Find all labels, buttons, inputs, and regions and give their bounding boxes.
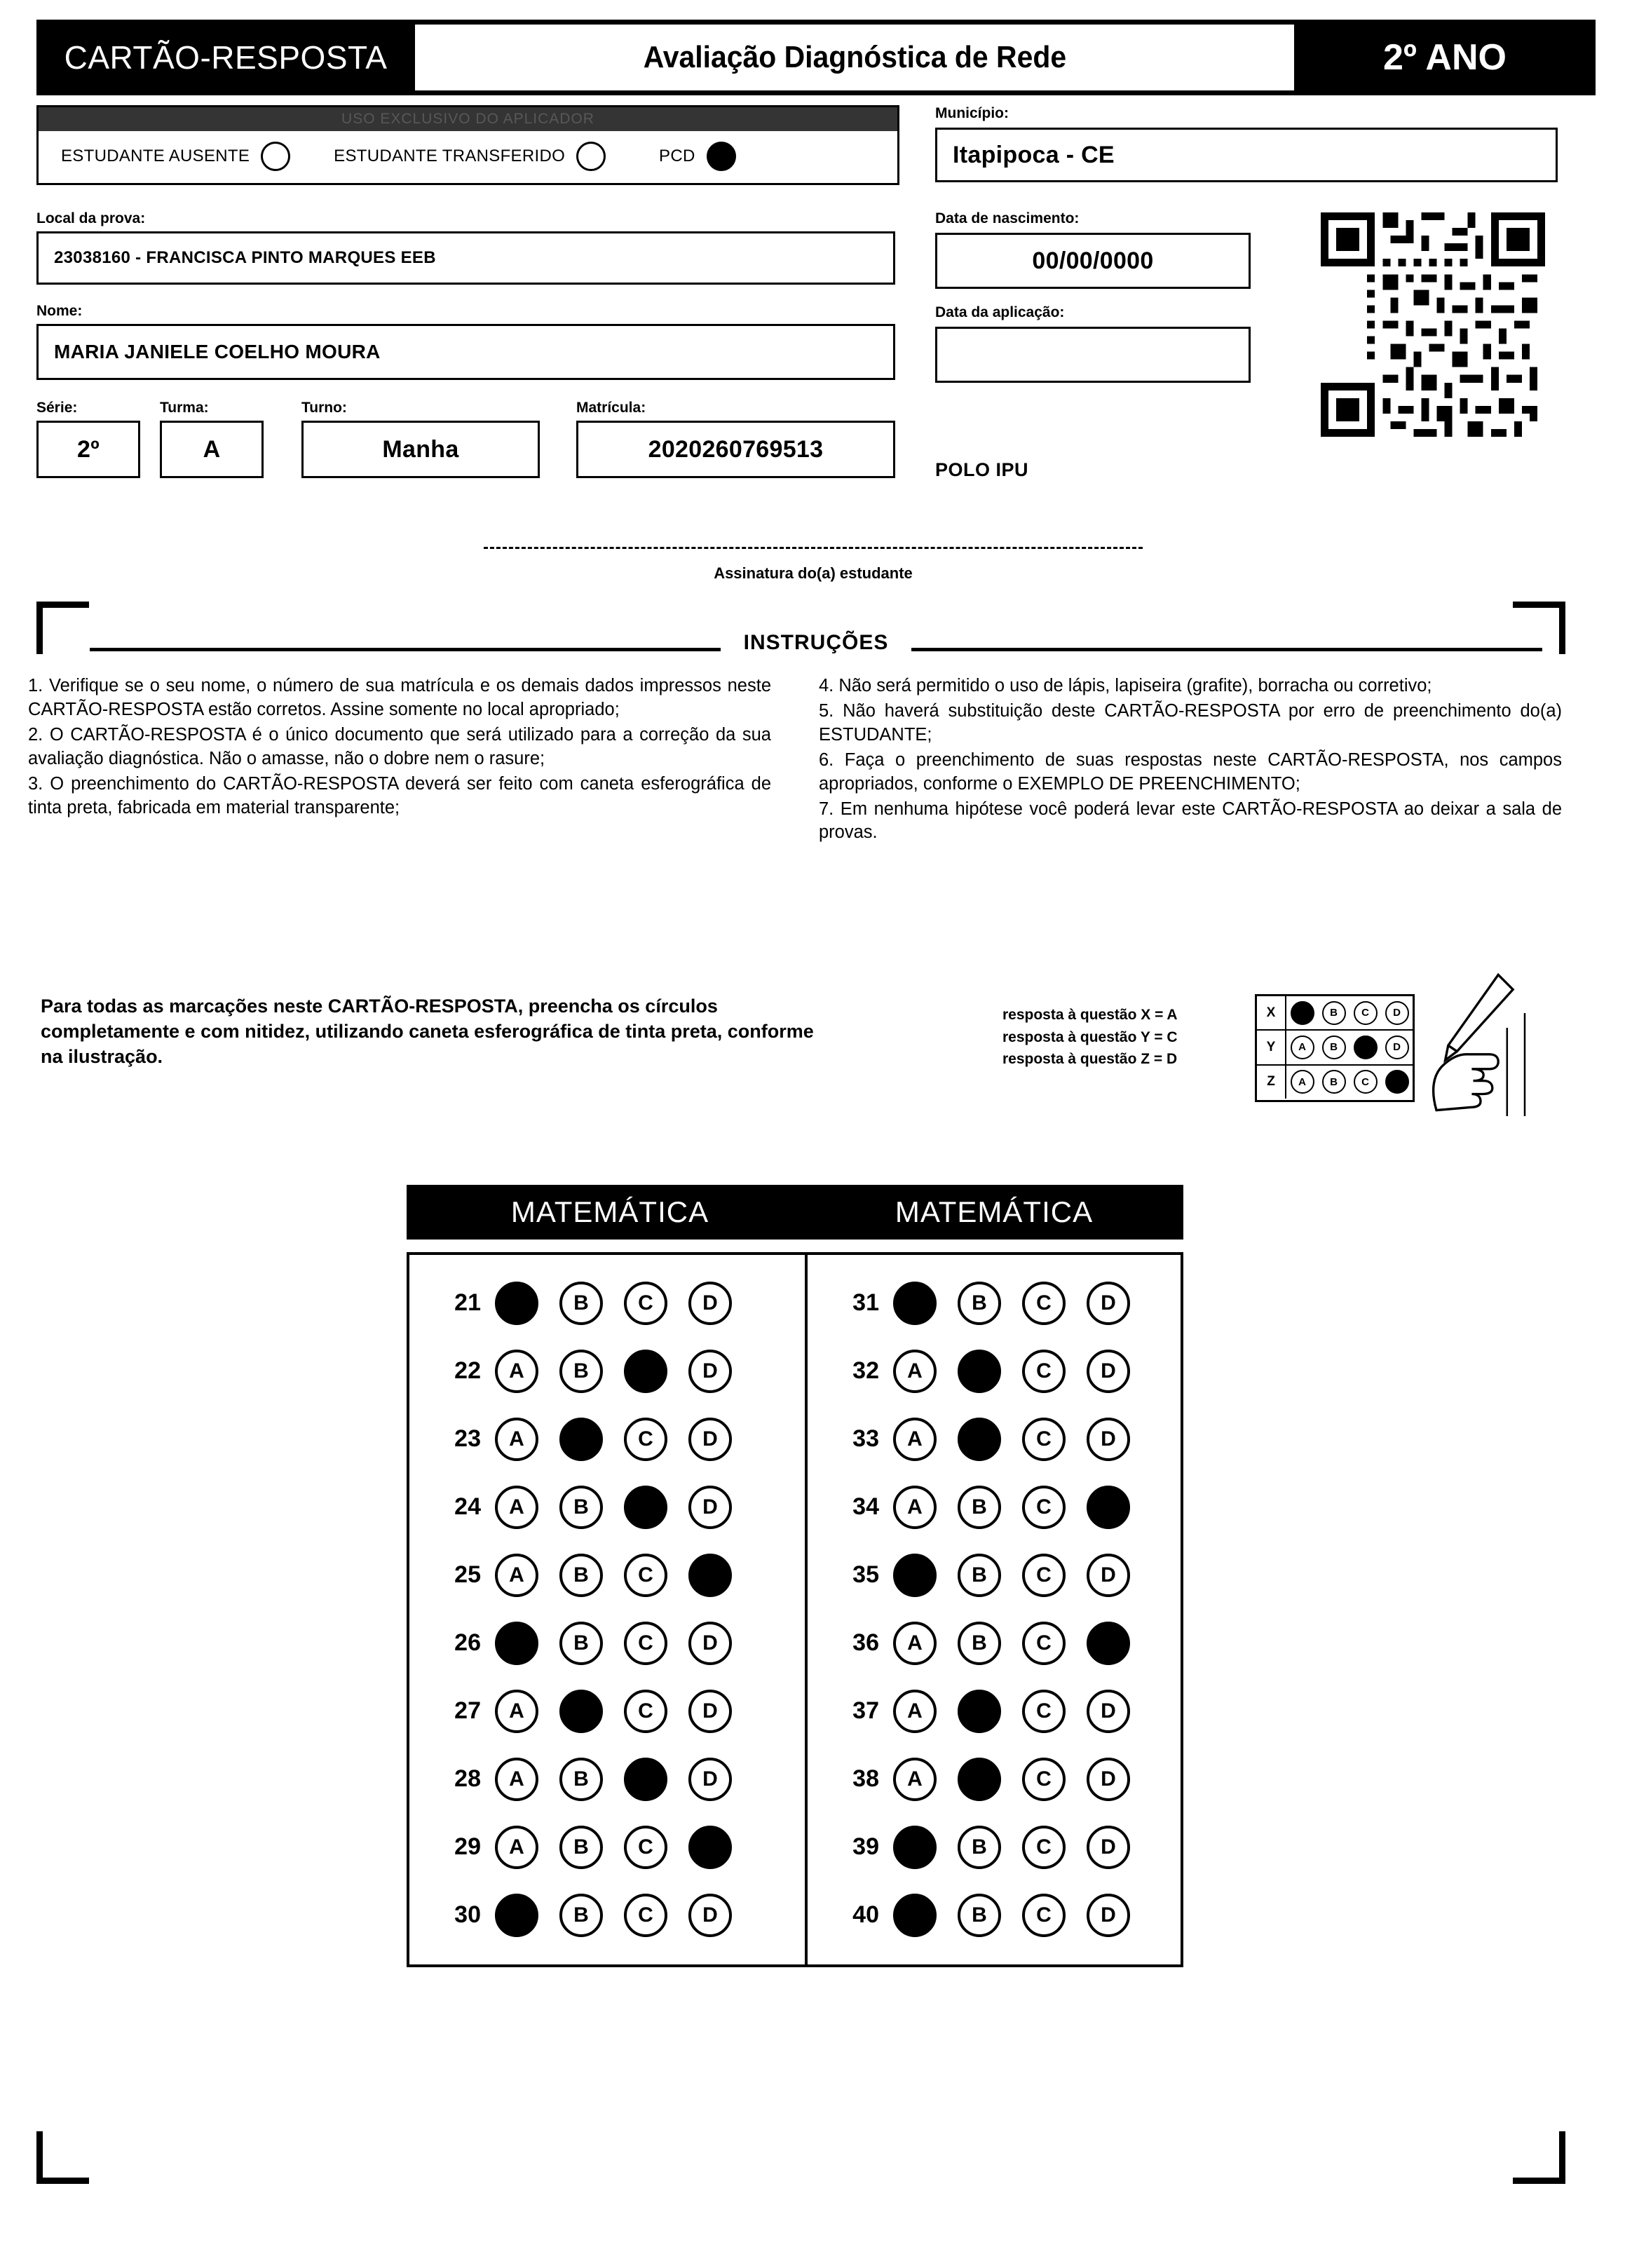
answer-bubble-b[interactable]: B bbox=[958, 1350, 1001, 1393]
instruction-item: 2. O CARTÃO-RESPOSTA é o único documento que será utilizado para a correção da sua avaliação diagnóstica. Não o amasse, não o dobre nem o rasure; bbox=[28, 724, 771, 768]
answer-bubble-b[interactable]: B bbox=[559, 1350, 603, 1393]
answer-bubble-b[interactable]: B bbox=[958, 1486, 1001, 1529]
example-bubble: D bbox=[1385, 1035, 1409, 1059]
question-number: 31 bbox=[852, 1289, 879, 1316]
answer-row[interactable] bbox=[808, 1405, 1181, 1473]
answer-bubble-a[interactable]: A bbox=[495, 1282, 538, 1325]
answer-bubble-a[interactable]: A bbox=[893, 1350, 937, 1393]
example-bubble: B bbox=[1322, 1070, 1346, 1094]
question-number: 25 bbox=[454, 1561, 481, 1588]
transferred-option[interactable] bbox=[334, 142, 606, 171]
answer-row[interactable] bbox=[409, 1881, 810, 1949]
answer-bubble-d[interactable]: D bbox=[1087, 1554, 1130, 1597]
example-row-label: X bbox=[1257, 996, 1286, 1029]
answer-bubble-b[interactable]: B bbox=[958, 1894, 1001, 1937]
absent-option[interactable] bbox=[61, 142, 290, 171]
registration-mark-top-left bbox=[36, 602, 89, 654]
answer-row[interactable] bbox=[409, 1405, 810, 1473]
nascimento-field[interactable] bbox=[935, 233, 1251, 289]
question-number: 32 bbox=[852, 1357, 879, 1384]
answer-bubble-c[interactable]: C bbox=[624, 1418, 667, 1461]
answer-bubble-c[interactable]: C bbox=[1022, 1282, 1066, 1325]
answer-block-2 bbox=[805, 1185, 1183, 1967]
municipio-value: Itapipoca - CE bbox=[953, 141, 1115, 168]
question-number: 39 bbox=[852, 1833, 879, 1860]
answer-bubble-b[interactable]: B bbox=[559, 1894, 603, 1937]
fill-example-grid bbox=[1255, 994, 1415, 1102]
pcd-bubble[interactable] bbox=[707, 142, 736, 171]
answer-row[interactable] bbox=[409, 1813, 810, 1881]
answer-bubble-c[interactable]: C bbox=[624, 1486, 667, 1529]
turma-label: Turma: bbox=[160, 400, 209, 416]
answer-bubble-d[interactable]: D bbox=[1087, 1622, 1130, 1665]
instructions-title: INSTRUÇÕES bbox=[743, 631, 889, 654]
answer-bubble-a[interactable]: A bbox=[495, 1486, 538, 1529]
applicator-box bbox=[36, 105, 899, 185]
aplicacao-field[interactable] bbox=[935, 327, 1251, 383]
turma-value: A bbox=[203, 435, 221, 463]
question-number: 21 bbox=[454, 1289, 481, 1316]
signature-label: Assinatura do(a) estudante bbox=[714, 564, 913, 582]
nome-field[interactable] bbox=[36, 324, 895, 380]
example-answer-line: resposta à questão X = A bbox=[1002, 1007, 1178, 1023]
answer-bubble-a[interactable]: A bbox=[893, 1282, 937, 1325]
answer-block-1-title: MATEMÁTICA bbox=[407, 1185, 813, 1240]
turma-field[interactable] bbox=[160, 421, 264, 478]
answer-row[interactable] bbox=[808, 1881, 1181, 1949]
answer-bubble-c[interactable]: C bbox=[624, 1826, 667, 1869]
answer-bubble-d[interactable]: D bbox=[688, 1554, 732, 1597]
question-number: 37 bbox=[852, 1697, 879, 1724]
answer-bubble-a[interactable]: A bbox=[495, 1554, 538, 1597]
pcd-label: PCD bbox=[659, 147, 695, 165]
answer-bubble-d[interactable]: D bbox=[1087, 1350, 1130, 1393]
example-bubble: D bbox=[1385, 1001, 1409, 1025]
answer-row[interactable] bbox=[409, 1745, 810, 1813]
transferred-bubble[interactable] bbox=[576, 142, 606, 171]
example-answer-line: resposta à questão Z = D bbox=[1002, 1051, 1178, 1067]
answer-block-1-body bbox=[407, 1252, 813, 1967]
applicator-title: USO EXCLUSIVO DO APLICADOR bbox=[39, 107, 897, 131]
instruction-item: 5. Não haverá substituição deste CARTÃO-RESPOSTA por erro de preenchimento do(a) ESTUDANTE; bbox=[819, 700, 1562, 745]
example-row-label: Z bbox=[1257, 1066, 1286, 1099]
answer-row[interactable] bbox=[409, 1337, 810, 1405]
answer-bubble-c[interactable]: C bbox=[624, 1690, 667, 1733]
matricula-field[interactable] bbox=[576, 421, 895, 478]
answer-bubble-c[interactable]: C bbox=[624, 1350, 667, 1393]
nome-value: MARIA JANIELE COELHO MOURA bbox=[54, 341, 381, 362]
turno-field[interactable] bbox=[301, 421, 540, 478]
answer-bubble-b[interactable]: B bbox=[958, 1758, 1001, 1801]
answer-bubble-d[interactable]: D bbox=[688, 1758, 732, 1801]
question-number: 24 bbox=[454, 1493, 481, 1520]
answer-bubble-d[interactable]: D bbox=[1087, 1486, 1130, 1529]
answer-bubble-a[interactable]: A bbox=[893, 1758, 937, 1801]
aplicacao-label: Data da aplicação: bbox=[935, 304, 1065, 320]
answer-bubble-d[interactable]: D bbox=[688, 1894, 732, 1937]
example-bubble: B bbox=[1322, 1035, 1346, 1059]
answer-row[interactable] bbox=[808, 1745, 1181, 1813]
answer-bubble-d[interactable]: D bbox=[688, 1350, 732, 1393]
answer-row[interactable] bbox=[808, 1541, 1181, 1609]
answer-bubble-d[interactable]: D bbox=[688, 1486, 732, 1529]
answer-bubble-d[interactable]: D bbox=[688, 1622, 732, 1665]
local-label: Local da prova: bbox=[36, 210, 146, 226]
answer-row[interactable] bbox=[409, 1269, 810, 1337]
answer-bubble-a[interactable]: A bbox=[495, 1758, 538, 1801]
question-number: 40 bbox=[852, 1901, 879, 1928]
answer-bubble-c[interactable]: C bbox=[1022, 1894, 1066, 1937]
question-number: 35 bbox=[852, 1561, 879, 1588]
answer-bubble-b[interactable]: B bbox=[559, 1418, 603, 1461]
example-bubble: A bbox=[1291, 1070, 1314, 1094]
question-number: 27 bbox=[454, 1697, 481, 1724]
answer-bubble-b[interactable]: B bbox=[559, 1622, 603, 1665]
question-number: 38 bbox=[852, 1765, 879, 1792]
answer-bubble-b[interactable]: B bbox=[559, 1554, 603, 1597]
header-title-right: 2º ANO bbox=[1383, 37, 1507, 78]
matricula-label: Matrícula: bbox=[576, 400, 646, 416]
answer-row[interactable] bbox=[808, 1609, 1181, 1677]
answer-bubble-a[interactable]: A bbox=[893, 1486, 937, 1529]
question-number: 30 bbox=[454, 1901, 481, 1928]
answer-bubble-b[interactable]: B bbox=[559, 1826, 603, 1869]
answer-bubble-a[interactable]: A bbox=[495, 1690, 538, 1733]
answer-bubble-a[interactable]: A bbox=[893, 1622, 937, 1665]
instruction-item: 7. Em nenhuma hipótese você poderá levar este CARTÃO-RESPOSTA ao deixar a sala de provas. bbox=[819, 799, 1562, 843]
example-grid-row bbox=[1257, 1066, 1413, 1099]
instruction-item: 4. Não será permitido o uso de lápis, lapiseira (grafite), borracha ou corretivo; bbox=[819, 676, 1432, 695]
question-number: 26 bbox=[454, 1629, 481, 1656]
answer-block-2-title: MATEMÁTICA bbox=[805, 1185, 1183, 1240]
answer-row[interactable] bbox=[409, 1677, 810, 1745]
answer-bubble-c[interactable]: C bbox=[1022, 1418, 1066, 1461]
answer-bubble-c[interactable]: C bbox=[1022, 1690, 1066, 1733]
example-bubble: A bbox=[1291, 1035, 1314, 1059]
answer-row[interactable] bbox=[808, 1473, 1181, 1541]
answer-bubble-a[interactable]: A bbox=[893, 1690, 937, 1733]
answer-bubble-b[interactable]: B bbox=[958, 1418, 1001, 1461]
example-bubble: C bbox=[1354, 1035, 1378, 1059]
answer-bubble-a[interactable]: A bbox=[495, 1350, 538, 1393]
answer-bubble-d[interactable]: D bbox=[688, 1690, 732, 1733]
answer-bubble-b[interactable]: B bbox=[958, 1826, 1001, 1869]
question-number: 22 bbox=[454, 1357, 481, 1384]
qr-code-icon bbox=[1321, 212, 1545, 437]
fill-example-answers bbox=[1002, 1004, 1178, 1071]
header-title-center-text: Avaliação Diagnóstica de Rede bbox=[643, 40, 1066, 74]
answer-bubble-c[interactable]: C bbox=[624, 1758, 667, 1801]
instruction-item: 3. O preenchimento do CARTÃO-RESPOSTA deverá ser feito com caneta esferográfica de tinta preta, fabricada em material transparente; bbox=[28, 773, 771, 817]
instruction-item: 6. Faça o preenchimento de suas respostas neste CARTÃO-RESPOSTA, nos campos apropriados, conforme o EXEMPLO DE PREENCHIMENTO; bbox=[819, 749, 1562, 794]
local-value: 23038160 - FRANCISCA PINTO MARQUES EEB bbox=[54, 248, 436, 267]
answer-row[interactable] bbox=[409, 1541, 810, 1609]
municipio-label: Município: bbox=[935, 105, 1009, 121]
answer-bubble-c[interactable]: C bbox=[1022, 1554, 1066, 1597]
answer-bubble-b[interactable]: B bbox=[958, 1554, 1001, 1597]
transferred-label: ESTUDANTE TRANSFERIDO bbox=[334, 147, 566, 165]
example-bubble: D bbox=[1385, 1070, 1409, 1094]
instruction-item: 1. Verifique se o seu nome, o número de sua matrícula e os demais dados impressos neste CARTÃO-RESPOSTA estão corretos. Assine somente no local apropriado; bbox=[28, 676, 771, 719]
answer-bubble-d[interactable]: D bbox=[1087, 1282, 1130, 1325]
answer-row[interactable] bbox=[808, 1337, 1181, 1405]
question-number: 23 bbox=[454, 1425, 481, 1452]
signature-line bbox=[484, 547, 1143, 549]
question-number: 33 bbox=[852, 1425, 879, 1452]
serie-value: 2º bbox=[77, 435, 100, 463]
header-bar bbox=[36, 20, 1596, 95]
answer-bubble-c[interactable]: C bbox=[1022, 1826, 1066, 1869]
answer-bubble-b[interactable]: B bbox=[958, 1282, 1001, 1325]
question-number: 28 bbox=[454, 1765, 481, 1792]
answer-bubble-b[interactable]: B bbox=[559, 1690, 603, 1733]
instructions-rule-right bbox=[911, 648, 1542, 651]
absent-bubble[interactable] bbox=[261, 142, 290, 171]
nome-label: Nome: bbox=[36, 303, 83, 319]
answer-block-2-body bbox=[805, 1252, 1183, 1967]
applicator-options bbox=[39, 131, 897, 182]
registration-mark-bottom-right bbox=[1513, 2131, 1565, 2184]
serie-field[interactable] bbox=[36, 421, 140, 478]
example-bubble: C bbox=[1354, 1070, 1378, 1094]
answer-block-1 bbox=[407, 1185, 813, 1967]
example-grid-row bbox=[1257, 1031, 1413, 1065]
question-number: 29 bbox=[454, 1833, 481, 1860]
answer-bubble-a[interactable]: A bbox=[893, 1894, 937, 1937]
answer-bubble-d[interactable]: D bbox=[1087, 1826, 1130, 1869]
pcd-option[interactable] bbox=[659, 142, 736, 171]
answer-row[interactable] bbox=[808, 1813, 1181, 1881]
answer-bubble-d[interactable]: D bbox=[1087, 1418, 1130, 1461]
instructions-column-right bbox=[819, 674, 1562, 846]
instructions-rule-left bbox=[90, 648, 721, 651]
matricula-value: 2020260769513 bbox=[648, 435, 824, 463]
local-field[interactable] bbox=[36, 231, 895, 285]
answer-bubble-c[interactable]: C bbox=[1022, 1622, 1066, 1665]
answer-bubble-b[interactable]: B bbox=[958, 1690, 1001, 1733]
answer-bubble-a[interactable]: A bbox=[495, 1894, 538, 1937]
turno-label: Turno: bbox=[301, 400, 347, 416]
answer-bubble-c[interactable]: C bbox=[624, 1622, 667, 1665]
nascimento-label: Data de nascimento: bbox=[935, 210, 1080, 226]
nascimento-value: 00/00/0000 bbox=[1032, 247, 1154, 274]
serie-label: Série: bbox=[36, 400, 78, 416]
answer-bubble-c[interactable]: C bbox=[624, 1894, 667, 1937]
answer-row[interactable] bbox=[409, 1473, 810, 1541]
header-title-center bbox=[415, 25, 1294, 90]
municipio-field[interactable] bbox=[935, 128, 1558, 182]
example-bubble: C bbox=[1354, 1001, 1378, 1025]
answer-bubble-b[interactable]: B bbox=[958, 1622, 1001, 1665]
answer-bubble-b[interactable]: B bbox=[559, 1282, 603, 1325]
answer-bubble-d[interactable]: D bbox=[1087, 1894, 1130, 1937]
answer-bubble-d[interactable]: D bbox=[688, 1418, 732, 1461]
answer-bubble-a[interactable]: A bbox=[495, 1826, 538, 1869]
example-row-label: Y bbox=[1257, 1031, 1286, 1064]
answer-bubble-d[interactable]: D bbox=[688, 1282, 732, 1325]
registration-mark-bottom-left bbox=[36, 2131, 89, 2184]
answer-row[interactable] bbox=[808, 1677, 1181, 1745]
answer-bubble-c[interactable]: C bbox=[1022, 1486, 1066, 1529]
answer-bubble-a[interactable]: A bbox=[893, 1418, 937, 1461]
answer-bubble-a[interactable]: A bbox=[495, 1418, 538, 1461]
example-bubble: B bbox=[1322, 1001, 1346, 1025]
hand-with-pen-icon bbox=[1392, 969, 1539, 1116]
answer-bubble-d[interactable]: D bbox=[1087, 1690, 1130, 1733]
answer-bubble-c[interactable]: C bbox=[624, 1554, 667, 1597]
answer-bubble-c[interactable]: C bbox=[1022, 1350, 1066, 1393]
answer-bubble-c[interactable]: C bbox=[624, 1282, 667, 1325]
header-title-left: CARTÃO-RESPOSTA bbox=[64, 39, 388, 76]
fill-example-text: Para todas as marcações neste CARTÃO-RESPOSTA, preencha os círculos completamente e com nitidez, utilizando caneta esferográfica de tinta preta, conforme na ilustração. bbox=[41, 996, 814, 1067]
question-number: 34 bbox=[852, 1493, 879, 1520]
example-bubble: A bbox=[1291, 1001, 1314, 1025]
answer-bubble-a[interactable]: A bbox=[893, 1554, 937, 1597]
answer-row[interactable] bbox=[808, 1269, 1181, 1337]
answer-bubble-d[interactable]: D bbox=[688, 1826, 732, 1869]
answer-bubble-b[interactable]: B bbox=[559, 1486, 603, 1529]
example-grid-row bbox=[1257, 996, 1413, 1031]
answer-row[interactable] bbox=[409, 1609, 810, 1677]
answer-bubble-b[interactable]: B bbox=[559, 1758, 603, 1801]
question-number: 36 bbox=[852, 1629, 879, 1656]
answer-bubble-d[interactable]: D bbox=[1087, 1758, 1130, 1801]
answer-bubble-a[interactable]: A bbox=[495, 1622, 538, 1665]
absent-label: ESTUDANTE AUSENTE bbox=[61, 147, 250, 165]
example-answer-line: resposta à questão Y = C bbox=[1002, 1028, 1178, 1045]
polo-label: POLO IPU bbox=[935, 459, 1029, 480]
answer-bubble-a[interactable]: A bbox=[893, 1826, 937, 1869]
registration-mark-top-right bbox=[1513, 602, 1565, 654]
turno-value: Manha bbox=[382, 435, 459, 463]
instructions-column-left bbox=[28, 674, 771, 821]
answer-bubble-c[interactable]: C bbox=[1022, 1758, 1066, 1801]
